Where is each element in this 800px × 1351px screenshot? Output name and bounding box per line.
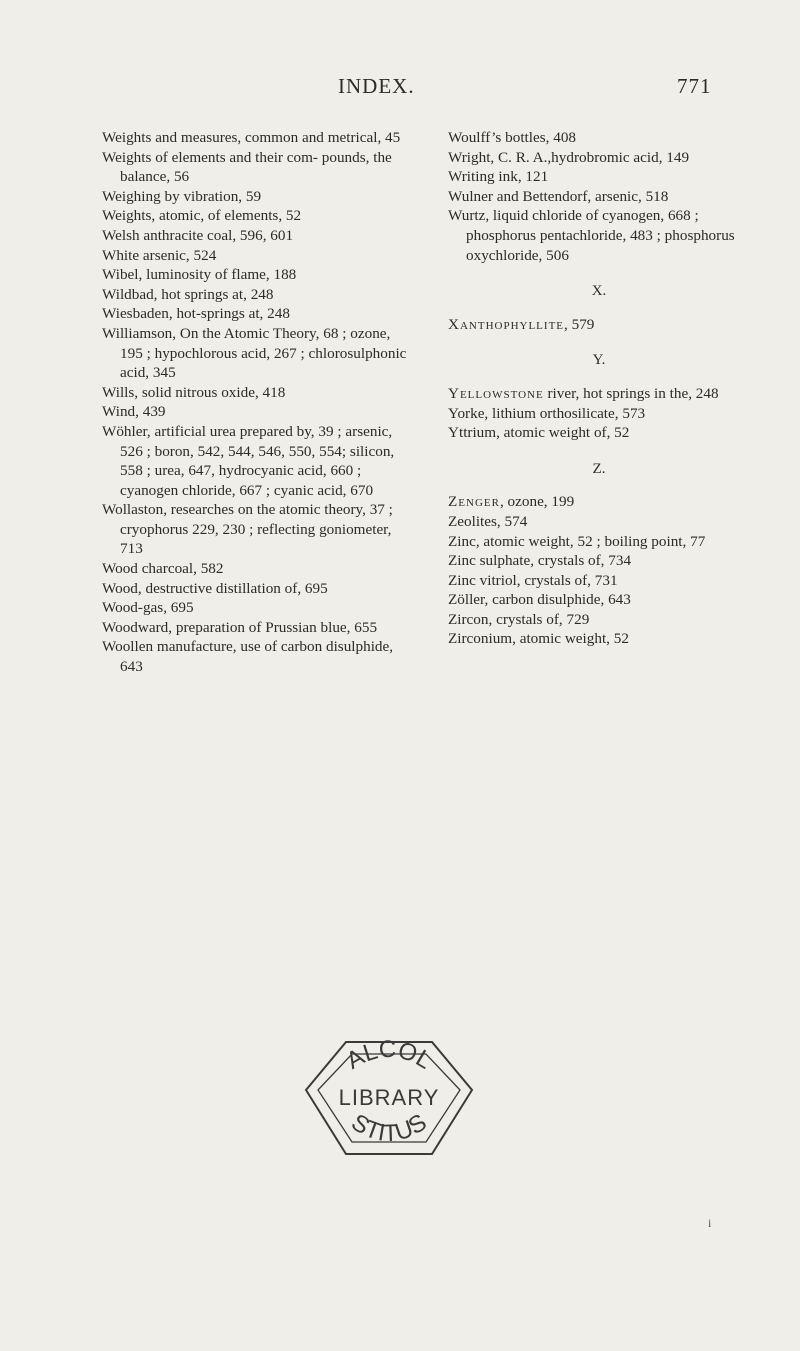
entry-text: , 579 — [564, 315, 595, 333]
letter-heading-y: Y. — [592, 352, 606, 369]
index-entry: Zirconium, atomic weight, 52 — [448, 630, 629, 648]
entry-headword: Zenger — [448, 493, 500, 511]
index-entry: Writing ink, 121 — [448, 168, 549, 186]
page-number: 771 — [677, 74, 712, 98]
stamp-library-text: LIBRARY — [338, 1085, 440, 1110]
index-entry: Weights, atomic, of elements, 52 — [102, 207, 302, 225]
stamp-bottom-text: STITUS — [346, 1108, 432, 1148]
index-entry: Zinc sulphate, crystals of, 734 — [448, 552, 632, 570]
index-entry: White arsenic, 524 — [102, 246, 217, 264]
left-column — [102, 128, 412, 677]
index-entry: Zöller, carbon disulphide, 643 — [448, 591, 631, 609]
stamp-top-text: ALCOL — [341, 1035, 437, 1075]
corner-mark: i — [708, 1216, 712, 1230]
index-entry: Wibel, luminosity of flame, 188 — [102, 266, 297, 284]
index-entry: Wood charcoal, 582 — [102, 560, 224, 578]
index-entry: Williamson, On the Atomic Theory, 68 ; ozone, 195 ; hypochlorous acid, 267 ; chlorosulphonic acid, 345 — [102, 324, 407, 382]
index-entry: Zircon, crystals of, 729 — [448, 610, 590, 628]
letter-heading-x: X. — [591, 283, 607, 300]
index-entry: Wills, solid nitrous oxide, 418 — [102, 383, 286, 401]
library-stamp-graphic — [296, 1032, 482, 1162]
index-entry — [448, 384, 750, 404]
library-stamp — [296, 1032, 482, 1162]
index-entry: Zinc, atomic weight, 52 ; boiling point, 77 — [448, 532, 706, 550]
index-entry: Wildbad, hot springs at, 248 — [102, 285, 274, 303]
right-column — [448, 128, 750, 649]
index-entry — [448, 315, 750, 335]
entry-text: , ozone, 199 — [499, 493, 575, 511]
page-header — [0, 72, 800, 102]
index-entry: Weighing by vibration, 59 — [102, 187, 262, 205]
entry-headword: Yellowstone — [448, 384, 544, 402]
letter-heading-z: Z. — [592, 460, 606, 477]
index-entry: Wood-gas, 695 — [102, 599, 194, 617]
index-entry: Woulff’s bottles, 408 — [448, 129, 577, 146]
index-entry: Wöhler, artificial urea prepared by, 39 ; arsenic, 526 ; boron, 542, 544, 546, 550, 554; silicon, 558 ; urea, 647, hydrocyanic acid, 660 ; cyanogen chloride, 667 ; cyanic acid, 670 — [102, 422, 395, 499]
index-entry: Zeolites, 574 — [448, 512, 528, 530]
entry-text: river, hot springs in the, 248 — [543, 384, 719, 402]
index-entry: Wurtz, liquid chloride of cyanogen, 668 ; phosphorus pentachloride, 483 ; phosphorus oxychloride, 506 — [448, 207, 735, 264]
index-entry: Yttrium, atomic weight of, 52 — [448, 424, 630, 442]
index-entry: Wright, C. R. A.,hydrobromic acid, 149 — [448, 148, 690, 166]
index-entry: Zinc vitriol, crystals of, 731 — [448, 571, 618, 589]
index-entry: Yorke, lithium orthosilicate, 573 — [448, 404, 646, 422]
page-title: INDEX. — [338, 74, 415, 98]
index-entry: Woodward, preparation of Prussian blue, 655 — [102, 618, 378, 636]
index-entry: Weights of elements and their com- pounds, the balance, 56 — [102, 148, 392, 186]
index-entry: Woollen manufacture, use of carbon disulphide, 643 — [102, 638, 394, 676]
index-entry — [448, 492, 750, 512]
entry-headword: Xanthophyllite — [448, 315, 565, 333]
index-entry: Wind, 439 — [102, 403, 166, 421]
index-entry: Wulner and Bettendorf, arsenic, 518 — [448, 187, 669, 205]
index-entry: Welsh anthracite coal, 596, 601 — [102, 226, 294, 244]
index-entry: Wood, destructive distillation of, 695 — [102, 579, 328, 597]
index-entry: Wiesbaden, hot-springs at, 248 — [102, 305, 290, 323]
index-entry: Wollaston, researches on the atomic theory, 37 ; cryophorus 229, 230 ; reflecting goniometer, 713 — [102, 501, 393, 558]
index-entry: Weights and measures, common and metrical, 45 — [102, 129, 401, 146]
